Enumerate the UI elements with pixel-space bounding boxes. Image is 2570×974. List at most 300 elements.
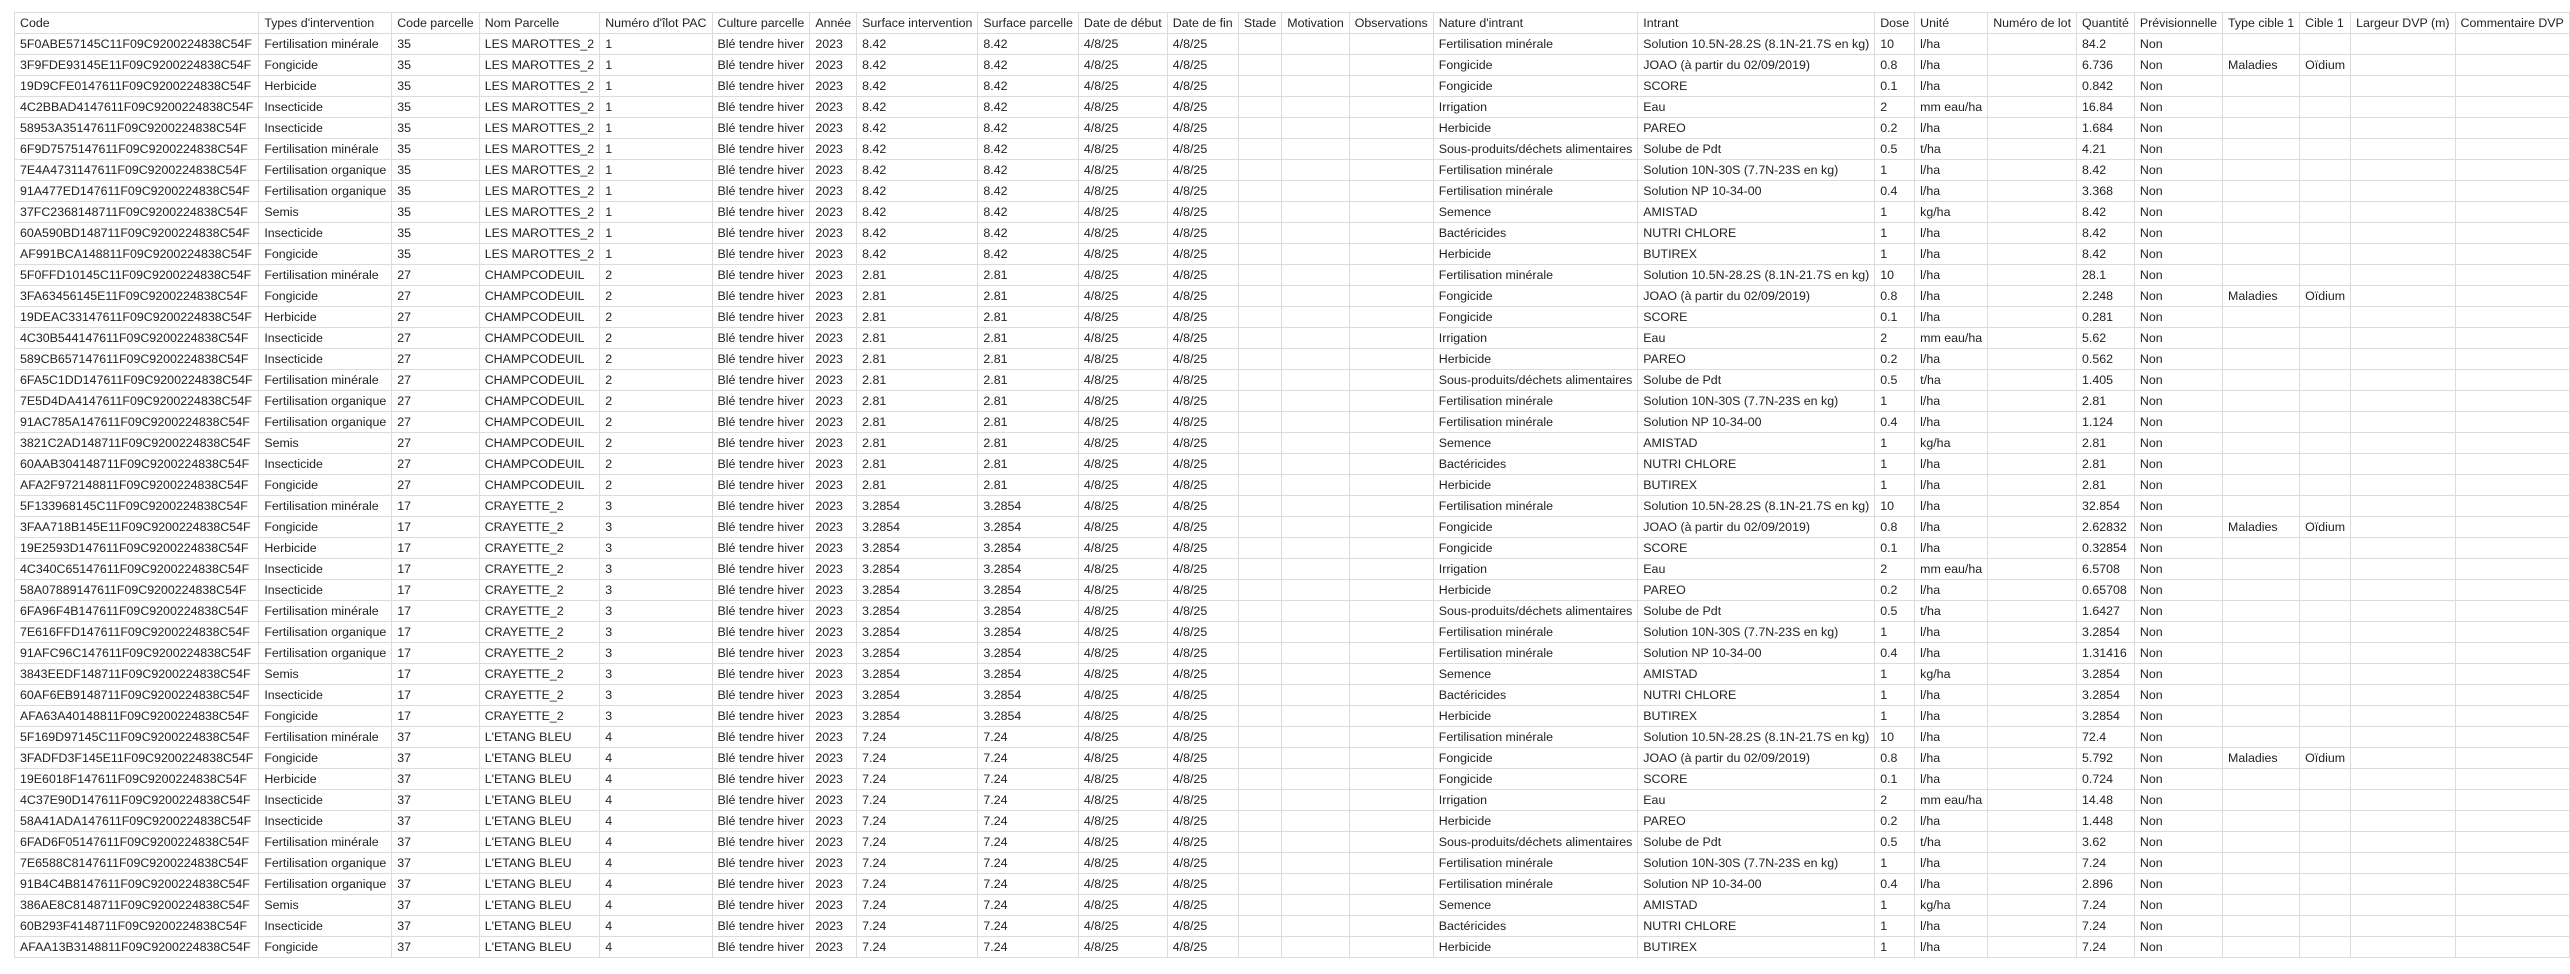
cell-nature-d-intrant[interactable]: Fongicide — [1433, 55, 1638, 76]
cell-culture-parcelle[interactable]: Blé tendre hiver — [712, 559, 810, 580]
cell-surface-intervention[interactable]: 7.24 — [857, 727, 978, 748]
cell-intrant[interactable]: Solution 10N-30S (7.7N-23S en kg) — [1638, 622, 1875, 643]
cell-motivation[interactable] — [1282, 874, 1349, 895]
column-header-previsionnelle[interactable]: Prévisionnelle — [2134, 13, 2222, 34]
cell-cible-1[interactable] — [2300, 76, 2351, 97]
cell-surface-parcelle[interactable]: 7.24 — [978, 727, 1079, 748]
cell-culture-parcelle[interactable]: Blé tendre hiver — [712, 664, 810, 685]
cell-stade[interactable] — [1238, 664, 1281, 685]
cell-nature-d-intrant[interactable]: Fongicide — [1433, 769, 1638, 790]
cell-stade[interactable] — [1238, 118, 1281, 139]
cell-nom-parcelle[interactable]: CHAMPCODEUIL — [479, 328, 599, 349]
cell-numero-de-lot[interactable] — [1988, 265, 2077, 286]
cell-surface-intervention[interactable]: 3.2854 — [857, 538, 978, 559]
cell-quantite[interactable]: 6.736 — [2077, 55, 2135, 76]
cell-annee[interactable]: 2023 — [810, 685, 857, 706]
cell-annee[interactable]: 2023 — [810, 328, 857, 349]
cell-commentaire-dvp[interactable] — [2455, 874, 2569, 895]
cell-surface-intervention[interactable]: 3.2854 — [857, 706, 978, 727]
cell-quantite[interactable]: 2.248 — [2077, 286, 2135, 307]
cell-intrant[interactable]: AMISTAD — [1638, 895, 1875, 916]
cell-commentaire-dvp[interactable] — [2455, 643, 2569, 664]
cell-date-de-debut[interactable]: 4/8/25 — [1078, 727, 1167, 748]
cell-code[interactable]: 6FA5C1DD147611F09C9200224838C54F — [15, 370, 259, 391]
cell-commentaire-dvp[interactable] — [2455, 538, 2569, 559]
cell-dose[interactable]: 0.4 — [1875, 412, 1915, 433]
cell-code-parcelle[interactable]: 27 — [392, 433, 479, 454]
cell-numero-d-ilot-pac[interactable]: 2 — [600, 391, 712, 412]
cell-nature-d-intrant[interactable]: Fertilisation minérale — [1433, 622, 1638, 643]
cell-surface-parcelle[interactable]: 2.81 — [978, 265, 1079, 286]
cell-unite[interactable]: l/ha — [1915, 307, 1988, 328]
cell-types-d-intervention[interactable]: Semis — [259, 664, 392, 685]
cell-dose[interactable]: 1 — [1875, 202, 1915, 223]
cell-commentaire-dvp[interactable] — [2455, 832, 2569, 853]
cell-surface-parcelle[interactable]: 3.2854 — [978, 643, 1079, 664]
column-header-numero-de-lot[interactable]: Numéro de lot — [1988, 13, 2077, 34]
cell-surface-parcelle[interactable]: 2.81 — [978, 349, 1079, 370]
cell-date-de-debut[interactable]: 4/8/25 — [1078, 475, 1167, 496]
cell-stade[interactable] — [1238, 307, 1281, 328]
cell-nom-parcelle[interactable]: CHAMPCODEUIL — [479, 265, 599, 286]
cell-stade[interactable] — [1238, 160, 1281, 181]
cell-nom-parcelle[interactable]: LES MAROTTES_2 — [479, 34, 599, 55]
cell-date-de-fin[interactable]: 4/8/25 — [1167, 580, 1238, 601]
cell-commentaire-dvp[interactable] — [2455, 160, 2569, 181]
cell-date-de-debut[interactable]: 4/8/25 — [1078, 832, 1167, 853]
cell-surface-intervention[interactable]: 2.81 — [857, 475, 978, 496]
cell-numero-de-lot[interactable] — [1988, 559, 2077, 580]
cell-quantite[interactable]: 1.684 — [2077, 118, 2135, 139]
cell-code-parcelle[interactable]: 17 — [392, 517, 479, 538]
cell-numero-de-lot[interactable] — [1988, 937, 2077, 958]
cell-intrant[interactable]: JOAO (à partir du 02/09/2019) — [1638, 748, 1875, 769]
cell-numero-de-lot[interactable] — [1988, 832, 2077, 853]
cell-dose[interactable]: 1 — [1875, 475, 1915, 496]
cell-numero-de-lot[interactable] — [1988, 874, 2077, 895]
cell-observations[interactable] — [1349, 97, 1433, 118]
cell-type-cible-1[interactable] — [2223, 118, 2300, 139]
cell-numero-d-ilot-pac[interactable]: 4 — [600, 874, 712, 895]
cell-numero-d-ilot-pac[interactable]: 4 — [600, 937, 712, 958]
cell-numero-d-ilot-pac[interactable]: 3 — [600, 559, 712, 580]
cell-quantite[interactable]: 1.31416 — [2077, 643, 2135, 664]
cell-annee[interactable]: 2023 — [810, 517, 857, 538]
cell-previsionnelle[interactable]: Non — [2134, 97, 2222, 118]
cell-largeur-dvp-m[interactable] — [2351, 580, 2455, 601]
cell-dose[interactable]: 10 — [1875, 727, 1915, 748]
cell-date-de-fin[interactable]: 4/8/25 — [1167, 181, 1238, 202]
cell-types-d-intervention[interactable]: Fertilisation organique — [259, 160, 392, 181]
cell-nature-d-intrant[interactable]: Fertilisation minérale — [1433, 181, 1638, 202]
cell-numero-d-ilot-pac[interactable]: 2 — [600, 454, 712, 475]
cell-annee[interactable]: 2023 — [810, 286, 857, 307]
cell-surface-parcelle[interactable]: 7.24 — [978, 832, 1079, 853]
cell-types-d-intervention[interactable]: Fongicide — [259, 937, 392, 958]
cell-code[interactable]: 7E4A4731147611F09C9200224838C54F — [15, 160, 259, 181]
cell-type-cible-1[interactable] — [2223, 97, 2300, 118]
cell-dose[interactable]: 1 — [1875, 853, 1915, 874]
cell-stade[interactable] — [1238, 412, 1281, 433]
cell-stade[interactable] — [1238, 601, 1281, 622]
cell-code[interactable]: 3FAA718B145E11F09C9200224838C54F — [15, 517, 259, 538]
cell-surface-intervention[interactable]: 2.81 — [857, 328, 978, 349]
cell-stade[interactable] — [1238, 244, 1281, 265]
cell-motivation[interactable] — [1282, 748, 1349, 769]
cell-nom-parcelle[interactable]: CHAMPCODEUIL — [479, 475, 599, 496]
cell-previsionnelle[interactable]: Non — [2134, 475, 2222, 496]
cell-type-cible-1[interactable] — [2223, 580, 2300, 601]
cell-observations[interactable] — [1349, 832, 1433, 853]
cell-date-de-fin[interactable]: 4/8/25 — [1167, 118, 1238, 139]
cell-annee[interactable]: 2023 — [810, 244, 857, 265]
cell-numero-d-ilot-pac[interactable]: 2 — [600, 433, 712, 454]
cell-motivation[interactable] — [1282, 244, 1349, 265]
cell-commentaire-dvp[interactable] — [2455, 790, 2569, 811]
cell-nature-d-intrant[interactable]: Fongicide — [1433, 76, 1638, 97]
cell-surface-intervention[interactable]: 7.24 — [857, 811, 978, 832]
cell-date-de-fin[interactable]: 4/8/25 — [1167, 433, 1238, 454]
cell-motivation[interactable] — [1282, 433, 1349, 454]
cell-motivation[interactable] — [1282, 517, 1349, 538]
cell-observations[interactable] — [1349, 244, 1433, 265]
cell-dose[interactable]: 2 — [1875, 559, 1915, 580]
cell-date-de-fin[interactable]: 4/8/25 — [1167, 286, 1238, 307]
cell-numero-d-ilot-pac[interactable]: 4 — [600, 748, 712, 769]
cell-quantite[interactable]: 5.792 — [2077, 748, 2135, 769]
cell-date-de-debut[interactable]: 4/8/25 — [1078, 139, 1167, 160]
cell-previsionnelle[interactable]: Non — [2134, 496, 2222, 517]
cell-observations[interactable] — [1349, 391, 1433, 412]
cell-stade[interactable] — [1238, 97, 1281, 118]
cell-code-parcelle[interactable]: 17 — [392, 706, 479, 727]
cell-unite[interactable]: l/ha — [1915, 517, 1988, 538]
cell-nature-d-intrant[interactable]: Fertilisation minérale — [1433, 496, 1638, 517]
cell-intrant[interactable]: Solution NP 10-34-00 — [1638, 874, 1875, 895]
cell-commentaire-dvp[interactable] — [2455, 580, 2569, 601]
cell-previsionnelle[interactable]: Non — [2134, 937, 2222, 958]
cell-code[interactable]: AF991BCA148811F09C9200224838C54F — [15, 244, 259, 265]
cell-numero-de-lot[interactable] — [1988, 286, 2077, 307]
cell-observations[interactable] — [1349, 874, 1433, 895]
cell-intrant[interactable]: JOAO (à partir du 02/09/2019) — [1638, 55, 1875, 76]
cell-surface-parcelle[interactable]: 8.42 — [978, 55, 1079, 76]
cell-code[interactable]: 3FADFD3F145E11F09C9200224838C54F — [15, 748, 259, 769]
cell-nom-parcelle[interactable]: LES MAROTTES_2 — [479, 139, 599, 160]
cell-surface-parcelle[interactable]: 3.2854 — [978, 706, 1079, 727]
cell-observations[interactable] — [1349, 265, 1433, 286]
cell-type-cible-1[interactable] — [2223, 391, 2300, 412]
column-header-commentaire-dvp[interactable]: Commentaire DVP — [2455, 13, 2569, 34]
cell-nom-parcelle[interactable]: L'ETANG BLEU — [479, 853, 599, 874]
cell-numero-de-lot[interactable] — [1988, 328, 2077, 349]
cell-intrant[interactable]: PAREO — [1638, 811, 1875, 832]
cell-observations[interactable] — [1349, 895, 1433, 916]
cell-annee[interactable]: 2023 — [810, 391, 857, 412]
cell-unite[interactable]: l/ha — [1915, 265, 1988, 286]
cell-numero-d-ilot-pac[interactable]: 1 — [600, 202, 712, 223]
cell-code[interactable]: 386AE8C8148711F09C9200224838C54F — [15, 895, 259, 916]
cell-type-cible-1[interactable] — [2223, 664, 2300, 685]
cell-dose[interactable]: 1 — [1875, 706, 1915, 727]
cell-stade[interactable] — [1238, 55, 1281, 76]
cell-dose[interactable]: 10 — [1875, 265, 1915, 286]
cell-cible-1[interactable] — [2300, 118, 2351, 139]
cell-stade[interactable] — [1238, 685, 1281, 706]
cell-stade[interactable] — [1238, 895, 1281, 916]
cell-unite[interactable]: mm eau/ha — [1915, 559, 1988, 580]
cell-observations[interactable] — [1349, 601, 1433, 622]
cell-date-de-fin[interactable]: 4/8/25 — [1167, 853, 1238, 874]
cell-commentaire-dvp[interactable] — [2455, 55, 2569, 76]
cell-types-d-intervention[interactable]: Fongicide — [259, 748, 392, 769]
cell-commentaire-dvp[interactable] — [2455, 328, 2569, 349]
cell-unite[interactable]: l/ha — [1915, 580, 1988, 601]
cell-numero-de-lot[interactable] — [1988, 202, 2077, 223]
cell-observations[interactable] — [1349, 622, 1433, 643]
cell-code-parcelle[interactable]: 35 — [392, 34, 479, 55]
cell-unite[interactable]: t/ha — [1915, 370, 1988, 391]
cell-dose[interactable]: 1 — [1875, 622, 1915, 643]
cell-annee[interactable]: 2023 — [810, 412, 857, 433]
cell-code[interactable]: 6FAD6F05147611F09C9200224838C54F — [15, 832, 259, 853]
cell-nom-parcelle[interactable]: CRAYETTE_2 — [479, 643, 599, 664]
cell-observations[interactable] — [1349, 34, 1433, 55]
cell-culture-parcelle[interactable]: Blé tendre hiver — [712, 748, 810, 769]
cell-quantite[interactable]: 8.42 — [2077, 202, 2135, 223]
cell-numero-d-ilot-pac[interactable]: 1 — [600, 97, 712, 118]
cell-code[interactable]: 60AF6EB9148711F09C9200224838C54F — [15, 685, 259, 706]
cell-surface-parcelle[interactable]: 2.81 — [978, 328, 1079, 349]
cell-date-de-debut[interactable]: 4/8/25 — [1078, 874, 1167, 895]
cell-observations[interactable] — [1349, 727, 1433, 748]
cell-largeur-dvp-m[interactable] — [2351, 916, 2455, 937]
cell-motivation[interactable] — [1282, 307, 1349, 328]
cell-nature-d-intrant[interactable]: Herbicide — [1433, 349, 1638, 370]
cell-largeur-dvp-m[interactable] — [2351, 517, 2455, 538]
cell-surface-intervention[interactable]: 2.81 — [857, 454, 978, 475]
cell-code[interactable]: 5F0ABE57145C11F09C9200224838C54F — [15, 34, 259, 55]
cell-numero-d-ilot-pac[interactable]: 1 — [600, 223, 712, 244]
cell-stade[interactable] — [1238, 370, 1281, 391]
cell-type-cible-1[interactable] — [2223, 223, 2300, 244]
cell-intrant[interactable]: BUTIREX — [1638, 244, 1875, 265]
cell-observations[interactable] — [1349, 118, 1433, 139]
cell-intrant[interactable]: AMISTAD — [1638, 202, 1875, 223]
cell-culture-parcelle[interactable]: Blé tendre hiver — [712, 118, 810, 139]
column-header-annee[interactable]: Année — [810, 13, 857, 34]
cell-cible-1[interactable] — [2300, 727, 2351, 748]
cell-code-parcelle[interactable]: 35 — [392, 244, 479, 265]
cell-type-cible-1[interactable] — [2223, 349, 2300, 370]
cell-numero-d-ilot-pac[interactable]: 1 — [600, 34, 712, 55]
cell-nom-parcelle[interactable]: L'ETANG BLEU — [479, 832, 599, 853]
cell-largeur-dvp-m[interactable] — [2351, 34, 2455, 55]
cell-surface-parcelle[interactable]: 7.24 — [978, 853, 1079, 874]
cell-surface-intervention[interactable]: 3.2854 — [857, 643, 978, 664]
cell-previsionnelle[interactable]: Non — [2134, 916, 2222, 937]
cell-date-de-fin[interactable]: 4/8/25 — [1167, 559, 1238, 580]
cell-previsionnelle[interactable]: Non — [2134, 370, 2222, 391]
cell-intrant[interactable]: AMISTAD — [1638, 433, 1875, 454]
cell-surface-parcelle[interactable]: 8.42 — [978, 223, 1079, 244]
cell-type-cible-1[interactable] — [2223, 412, 2300, 433]
cell-surface-parcelle[interactable]: 7.24 — [978, 769, 1079, 790]
cell-code-parcelle[interactable]: 35 — [392, 181, 479, 202]
cell-previsionnelle[interactable]: Non — [2134, 643, 2222, 664]
cell-unite[interactable]: kg/ha — [1915, 664, 1988, 685]
cell-culture-parcelle[interactable]: Blé tendre hiver — [712, 391, 810, 412]
cell-largeur-dvp-m[interactable] — [2351, 601, 2455, 622]
cell-date-de-debut[interactable]: 4/8/25 — [1078, 748, 1167, 769]
cell-code-parcelle[interactable]: 37 — [392, 811, 479, 832]
cell-intrant[interactable]: Solution 10.5N-28.2S (8.1N-21.7S en kg) — [1638, 34, 1875, 55]
cell-type-cible-1[interactable] — [2223, 937, 2300, 958]
cell-quantite[interactable]: 7.24 — [2077, 895, 2135, 916]
cell-annee[interactable]: 2023 — [810, 538, 857, 559]
cell-dose[interactable]: 0.8 — [1875, 517, 1915, 538]
cell-numero-d-ilot-pac[interactable]: 2 — [600, 286, 712, 307]
cell-observations[interactable] — [1349, 223, 1433, 244]
cell-observations[interactable] — [1349, 643, 1433, 664]
cell-cible-1[interactable] — [2300, 328, 2351, 349]
cell-date-de-debut[interactable]: 4/8/25 — [1078, 916, 1167, 937]
cell-numero-de-lot[interactable] — [1988, 181, 2077, 202]
cell-previsionnelle[interactable]: Non — [2134, 811, 2222, 832]
cell-commentaire-dvp[interactable] — [2455, 517, 2569, 538]
cell-stade[interactable] — [1238, 496, 1281, 517]
cell-nature-d-intrant[interactable]: Herbicide — [1433, 580, 1638, 601]
cell-nature-d-intrant[interactable]: Fertilisation minérale — [1433, 874, 1638, 895]
cell-nom-parcelle[interactable]: CRAYETTE_2 — [479, 496, 599, 517]
cell-cible-1[interactable] — [2300, 139, 2351, 160]
cell-surface-intervention[interactable]: 8.42 — [857, 97, 978, 118]
cell-types-d-intervention[interactable]: Fongicide — [259, 286, 392, 307]
cell-date-de-debut[interactable]: 4/8/25 — [1078, 34, 1167, 55]
cell-previsionnelle[interactable]: Non — [2134, 538, 2222, 559]
cell-cible-1[interactable]: Oïdium — [2300, 55, 2351, 76]
cell-dose[interactable]: 1 — [1875, 223, 1915, 244]
cell-commentaire-dvp[interactable] — [2455, 244, 2569, 265]
cell-observations[interactable] — [1349, 811, 1433, 832]
cell-surface-intervention[interactable]: 3.2854 — [857, 664, 978, 685]
cell-intrant[interactable]: Solution 10.5N-28.2S (8.1N-21.7S en kg) — [1638, 265, 1875, 286]
cell-numero-d-ilot-pac[interactable]: 1 — [600, 181, 712, 202]
cell-dose[interactable]: 0.5 — [1875, 370, 1915, 391]
cell-dose[interactable]: 0.1 — [1875, 769, 1915, 790]
cell-numero-d-ilot-pac[interactable]: 2 — [600, 349, 712, 370]
cell-nom-parcelle[interactable]: CRAYETTE_2 — [479, 601, 599, 622]
cell-surface-parcelle[interactable]: 3.2854 — [978, 538, 1079, 559]
cell-quantite[interactable]: 1.405 — [2077, 370, 2135, 391]
cell-surface-intervention[interactable]: 3.2854 — [857, 685, 978, 706]
cell-types-d-intervention[interactable]: Insecticide — [259, 580, 392, 601]
cell-numero-d-ilot-pac[interactable]: 1 — [600, 118, 712, 139]
cell-numero-de-lot[interactable] — [1988, 55, 2077, 76]
cell-dose[interactable]: 0.8 — [1875, 55, 1915, 76]
cell-previsionnelle[interactable]: Non — [2134, 244, 2222, 265]
cell-motivation[interactable] — [1282, 412, 1349, 433]
cell-motivation[interactable] — [1282, 580, 1349, 601]
cell-motivation[interactable] — [1282, 391, 1349, 412]
cell-nature-d-intrant[interactable]: Fertilisation minérale — [1433, 265, 1638, 286]
cell-cible-1[interactable] — [2300, 160, 2351, 181]
cell-unite[interactable]: l/ha — [1915, 937, 1988, 958]
cell-nature-d-intrant[interactable]: Fertilisation minérale — [1433, 853, 1638, 874]
cell-stade[interactable] — [1238, 769, 1281, 790]
cell-dose[interactable]: 1 — [1875, 160, 1915, 181]
cell-cible-1[interactable] — [2300, 811, 2351, 832]
cell-numero-de-lot[interactable] — [1988, 307, 2077, 328]
cell-code-parcelle[interactable]: 27 — [392, 391, 479, 412]
cell-nom-parcelle[interactable]: CRAYETTE_2 — [479, 538, 599, 559]
cell-code[interactable]: 58A41ADA147611F09C9200224838C54F — [15, 811, 259, 832]
cell-unite[interactable]: t/ha — [1915, 601, 1988, 622]
cell-numero-d-ilot-pac[interactable]: 2 — [600, 370, 712, 391]
cell-quantite[interactable]: 3.2854 — [2077, 664, 2135, 685]
cell-code[interactable]: 60B293F4148711F09C9200224838C54F — [15, 916, 259, 937]
cell-cible-1[interactable] — [2300, 601, 2351, 622]
cell-type-cible-1[interactable] — [2223, 433, 2300, 454]
cell-intrant[interactable]: Solution 10N-30S (7.7N-23S en kg) — [1638, 391, 1875, 412]
cell-nom-parcelle[interactable]: CRAYETTE_2 — [479, 685, 599, 706]
cell-intrant[interactable]: NUTRI CHLORE — [1638, 916, 1875, 937]
cell-annee[interactable]: 2023 — [810, 706, 857, 727]
cell-numero-d-ilot-pac[interactable]: 4 — [600, 769, 712, 790]
cell-unite[interactable]: l/ha — [1915, 706, 1988, 727]
cell-types-d-intervention[interactable]: Fongicide — [259, 244, 392, 265]
cell-observations[interactable] — [1349, 370, 1433, 391]
cell-date-de-debut[interactable]: 4/8/25 — [1078, 895, 1167, 916]
column-header-quantite[interactable]: Quantité — [2077, 13, 2135, 34]
cell-previsionnelle[interactable]: Non — [2134, 706, 2222, 727]
cell-code[interactable]: 3821C2AD148711F09C9200224838C54F — [15, 433, 259, 454]
cell-numero-de-lot[interactable] — [1988, 706, 2077, 727]
cell-motivation[interactable] — [1282, 601, 1349, 622]
cell-culture-parcelle[interactable]: Blé tendre hiver — [712, 244, 810, 265]
cell-stade[interactable] — [1238, 874, 1281, 895]
cell-quantite[interactable]: 5.62 — [2077, 328, 2135, 349]
cell-dose[interactable]: 2 — [1875, 790, 1915, 811]
cell-motivation[interactable] — [1282, 223, 1349, 244]
cell-previsionnelle[interactable]: Non — [2134, 412, 2222, 433]
cell-annee[interactable]: 2023 — [810, 181, 857, 202]
cell-annee[interactable]: 2023 — [810, 748, 857, 769]
cell-nom-parcelle[interactable]: L'ETANG BLEU — [479, 874, 599, 895]
cell-cible-1[interactable] — [2300, 769, 2351, 790]
cell-commentaire-dvp[interactable] — [2455, 307, 2569, 328]
cell-date-de-fin[interactable]: 4/8/25 — [1167, 475, 1238, 496]
cell-surface-parcelle[interactable]: 2.81 — [978, 433, 1079, 454]
cell-cible-1[interactable] — [2300, 496, 2351, 517]
cell-numero-d-ilot-pac[interactable]: 3 — [600, 517, 712, 538]
cell-motivation[interactable] — [1282, 34, 1349, 55]
cell-intrant[interactable]: Solution 10.5N-28.2S (8.1N-21.7S en kg) — [1638, 727, 1875, 748]
cell-code-parcelle[interactable]: 27 — [392, 412, 479, 433]
cell-cible-1[interactable] — [2300, 223, 2351, 244]
cell-dose[interactable]: 0.8 — [1875, 748, 1915, 769]
cell-code[interactable]: 91A477ED147611F09C9200224838C54F — [15, 181, 259, 202]
cell-stade[interactable] — [1238, 181, 1281, 202]
cell-previsionnelle[interactable]: Non — [2134, 790, 2222, 811]
cell-dose[interactable]: 0.2 — [1875, 580, 1915, 601]
cell-intrant[interactable]: Eau — [1638, 559, 1875, 580]
cell-motivation[interactable] — [1282, 139, 1349, 160]
cell-cible-1[interactable] — [2300, 202, 2351, 223]
cell-unite[interactable]: mm eau/ha — [1915, 790, 1988, 811]
cell-observations[interactable] — [1349, 748, 1433, 769]
cell-date-de-fin[interactable]: 4/8/25 — [1167, 874, 1238, 895]
